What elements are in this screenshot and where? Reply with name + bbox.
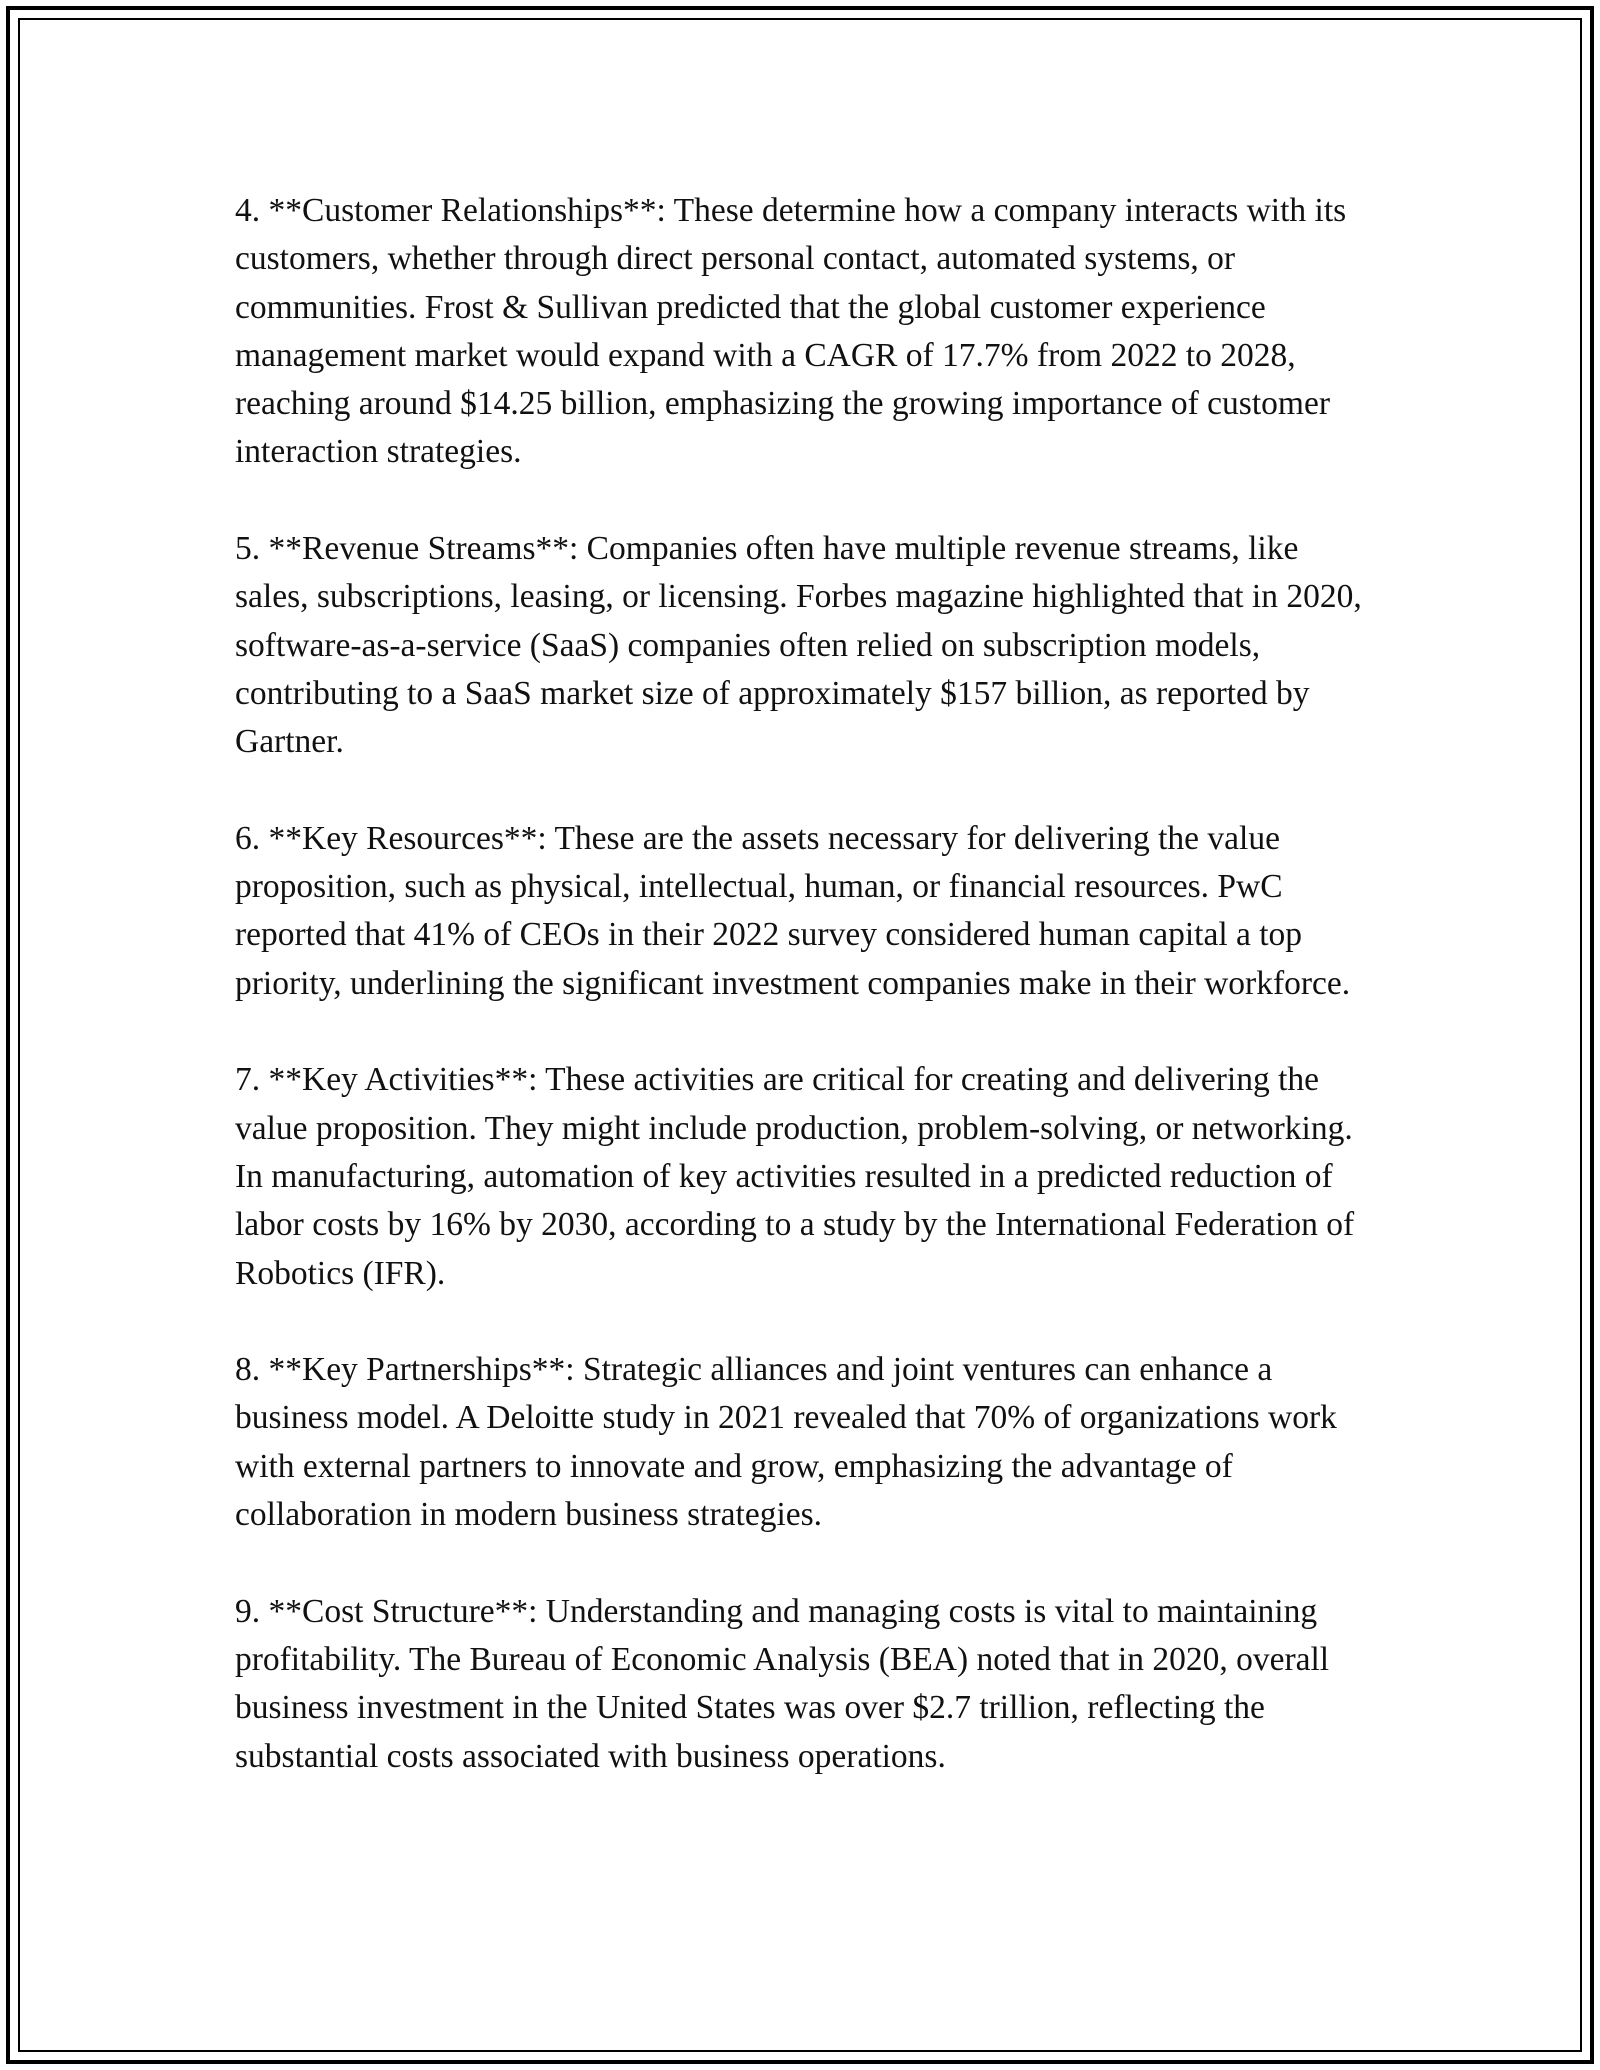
paragraph-key-resources: 6. **Key Resources**: These are the assets necessary for delivering the value proposition, such as physical, intellectual, human, or financial resources. PwC reported that 41% of CEOs in their 2022 survey considered human capital a top priority, underlining the significant investment companies make in their workforce. [235, 819, 1351, 1002]
paragraph-key-activities: 7. **Key Activities**: These activities are critical for creating and delivering the value proposition. They might include production, problem-solving, or networking. In manufacturing, automation of key activities resulted in a predicted reduction of labor costs by 16% by 2030, according to a study by the International Federation of Robotics (IFR). [235, 1061, 1355, 1292]
document-body [235, 187, 1375, 1781]
paragraph-revenue-streams: 5. **Revenue Streams**: Companies often have multiple revenue streams, like sales, subscriptions, leasing, or licensing. Forbes magazine highlighted that in 2020, software-as-a-service (SaaS) companies often relied on subscription models, contributing to a SaaS market size of approximately $157 billion, as reported by Gartner. [235, 530, 1362, 761]
paragraph-cost-structure: 9. **Cost Structure**: Understanding and managing costs is vital to maintaining profitability. The Bureau of Economic Analysis (BEA) noted that in 2020, overall business investment in the United States was over $2.7 trillion, reflecting the substantial costs associated with business operations. [235, 1592, 1330, 1775]
paragraph-key-partnerships: 8. **Key Partnerships**: Strategic alliances and joint ventures can enhance a business model. A Deloitte study in 2021 revealed that 70% of organizations work with external partners to innovate and grow, emphasizing the advantage of collaboration in modern business strategies. [235, 1351, 1337, 1534]
paragraph-customer-relationships: 4. **Customer Relationships**: These determine how a company interacts with its customers, whether through direct personal contact, automated systems, or communities. Frost & Sullivan predicted that the global customer experience management market would expand with a CAGR of 17.7% from 2022 to 2028, reaching around $14.25 billion, emphasizing the growing importance of customer interaction strategies. [235, 192, 1347, 471]
